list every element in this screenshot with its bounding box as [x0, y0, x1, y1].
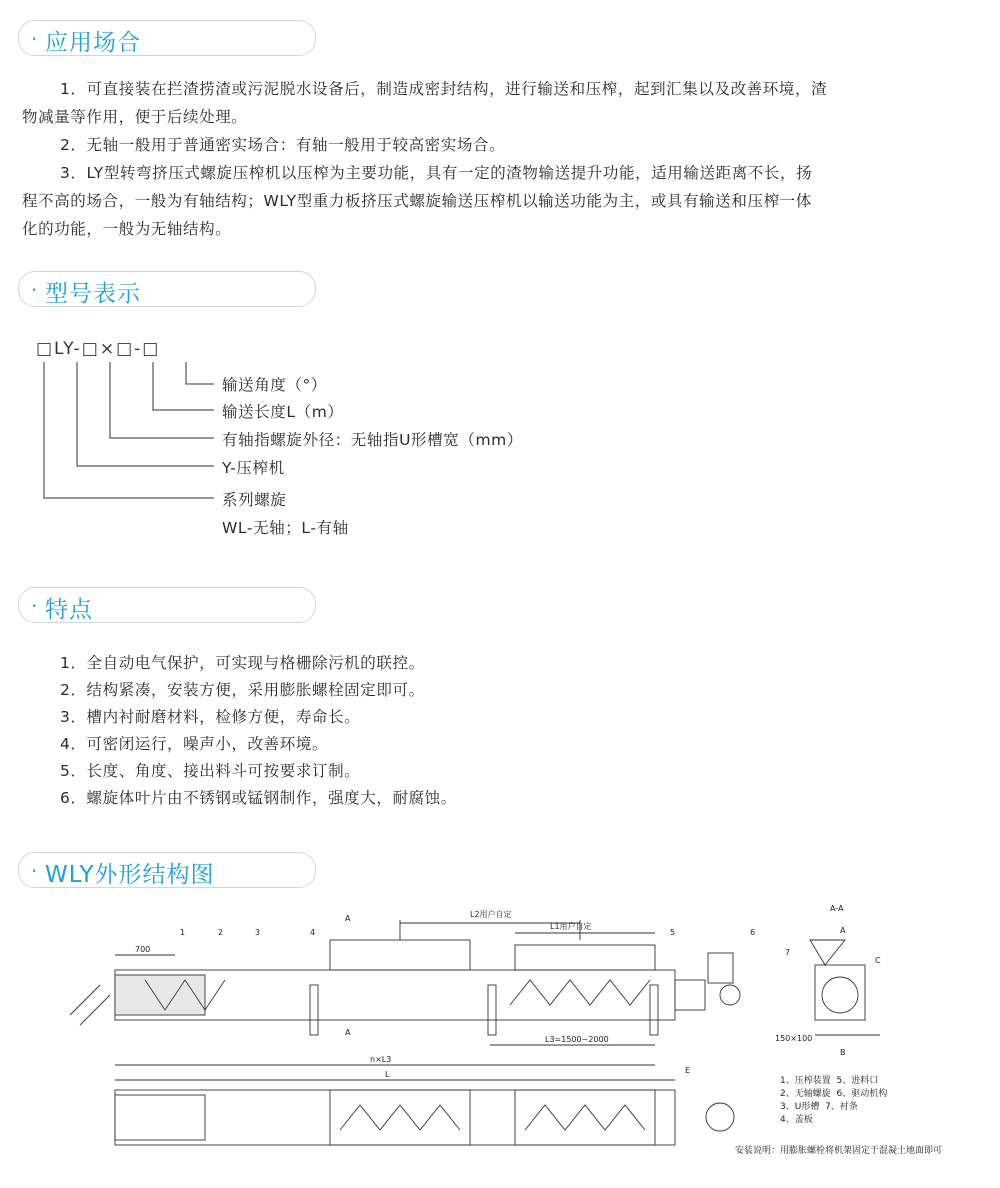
section-header-application	[18, 20, 316, 56]
paragraph-1-line-1: 1．可直接装在拦渣捞渣或污泥脱水设备后，制造成密封结构，进行输送和压榨，起到汇集以及改善环境，渣	[60, 80, 828, 98]
parts-legend	[780, 1075, 887, 1127]
legend-item-3: 3、U形槽	[780, 1102, 820, 1112]
feature-item-5: 5．长度、角度、接出料斗可按要求订制。	[60, 762, 361, 780]
section-aa-title: A-A	[830, 904, 844, 913]
feature-item-4: 4．可密闭运行，噪声小，改善环境。	[60, 735, 329, 753]
section-title: 型号表示	[45, 281, 141, 307]
paragraph-3-line-3: 化的功能，一般为无轴结构。	[22, 220, 232, 238]
part-number-6: 6	[750, 928, 756, 937]
section-header-model	[18, 271, 316, 307]
section-header-drawing	[18, 852, 316, 888]
dim-l2: L2用户自定	[470, 910, 512, 919]
section-mark-a-top: A	[345, 914, 351, 923]
dim-base: 150×100	[775, 1034, 813, 1043]
feature-item-6: 6．螺旋体叶片由不锈钢或锰钢制作，强度大，耐腐蚀。	[60, 789, 457, 807]
legend-item-4: 4、盖板	[780, 1115, 813, 1125]
model-label-shaft-type: WL-无轴；L-有轴	[222, 519, 349, 537]
part-number-2: 2	[218, 928, 224, 937]
part-number-7: 7	[785, 948, 791, 957]
section-title: 特点	[45, 597, 93, 623]
paragraph-3-line-2: 程不高的场合，一般为有轴结构；WLY型重力板挤压式螺旋输送压榨机以输送功能为主，或具有输送和压榨一体	[22, 192, 812, 210]
legend-item-7: 7、衬条	[825, 1102, 858, 1112]
part-number-4: 4	[310, 928, 316, 937]
legend-item-5: 5、进料口	[836, 1076, 879, 1086]
section-header-features	[18, 587, 316, 623]
part-number-5: 5	[670, 928, 676, 937]
section-title: 应用场合	[45, 30, 141, 56]
legend-item-6: 6、驱动机构	[836, 1089, 888, 1099]
model-label-press: Y-压榨机	[222, 459, 285, 477]
dim-nl3: n×L3	[370, 1055, 392, 1064]
dim-l3: L3=1500~2000	[545, 1035, 609, 1044]
legend-item-2: 2、无轴螺旋	[780, 1089, 831, 1099]
dim-a: A	[840, 926, 846, 935]
section-title: WLY外形结构图	[45, 862, 215, 888]
paragraph-3-line-1: 3．LY型转弯挤压式螺旋压榨机以压榨为主要功能，具有一定的渣物输送提升功能，适用输送距离不长，扬	[60, 164, 813, 182]
dim-L: L	[385, 1070, 390, 1079]
dim-l1: L1用户自定	[550, 922, 592, 931]
install-note: 安装说明：用膨胀螺栓将机架固定于混凝土地面即可	[735, 1146, 943, 1156]
model-label-length: 输送长度L（m）	[222, 403, 344, 421]
dim-c: C	[875, 956, 881, 965]
feature-item-2: 2．结构紧凑，安装方便，采用膨胀螺栓固定即可。	[60, 681, 425, 699]
dim-700: 700	[135, 945, 151, 954]
dim-b: B	[840, 1048, 846, 1057]
part-number-3: 3	[255, 928, 261, 937]
bullet-dot: ·	[31, 278, 38, 302]
part-number-1: 1	[180, 928, 186, 937]
bullet-dot: ·	[31, 27, 38, 51]
legend-item-1: 1、压榨装置	[780, 1076, 831, 1086]
bullet-dot: ·	[31, 594, 38, 618]
model-label-series: 系列螺旋	[222, 491, 287, 509]
press-device	[115, 975, 205, 1015]
paragraph-1-line-2: 物减量等作用，便于后续处理。	[22, 108, 248, 126]
bullet-dot: ·	[31, 859, 38, 883]
feature-item-3: 3．槽内衬耐磨材料，检修方便，寿命长。	[60, 708, 361, 726]
section-mark-a-bottom: A	[345, 1028, 351, 1037]
feature-item-1: 1．全自动电气保护，可实现与格栅除污机的联控。	[60, 654, 425, 672]
paragraph-2: 2．无轴一般用于普通密实场合：有轴一般用于较高密实场合。	[60, 136, 506, 154]
model-label-diameter: 有轴指螺旋外径：无轴指U形槽宽（mm）	[222, 431, 523, 449]
model-code: □LY-□×□-□	[36, 339, 161, 359]
dim-E: E	[685, 1066, 691, 1075]
model-label-angle: 输送角度（°）	[222, 376, 327, 394]
